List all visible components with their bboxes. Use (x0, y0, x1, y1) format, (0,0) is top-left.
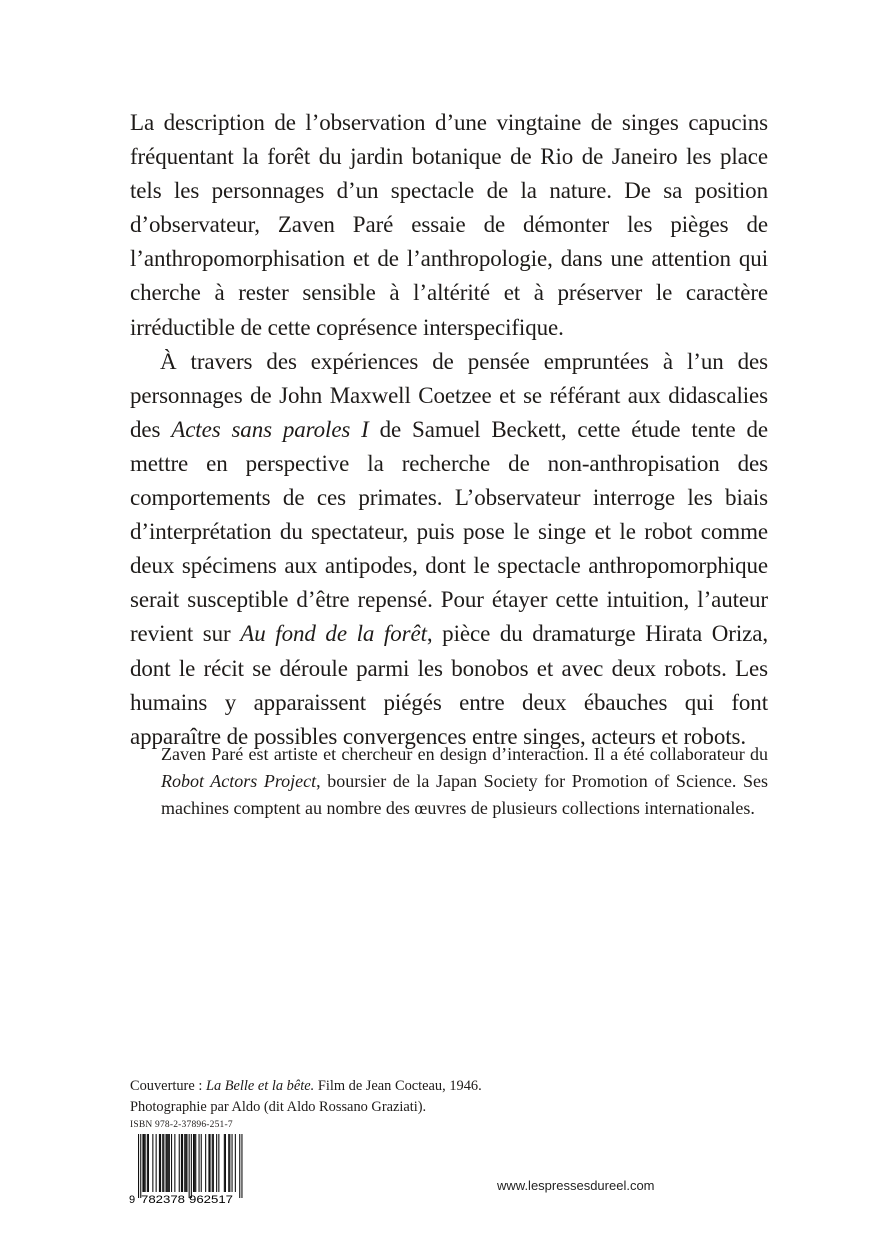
barcode-bar (194, 1134, 195, 1192)
credits-label: Couverture : (130, 1078, 206, 1094)
barcode-bar (210, 1134, 211, 1192)
barcode-bar (208, 1134, 209, 1192)
barcode-bar (167, 1134, 168, 1192)
barcode-bar (182, 1134, 183, 1192)
barcode-bar (162, 1134, 163, 1192)
barcode-bar (205, 1134, 206, 1192)
summary-paragraph-1: La description de l’observation d’une vingtaine de singes capucins fréquentant la forêt du jardin botanique de Rio de Janeiro les place tels les personnages d’un spectacle de la nature. De sa position d’observateur, Zaven Paré essaie de démonter les pièges de l’anthropomorphisation et de l’anthropologie, dans une attention qui cherche à rester sensible à l’altérité et à préserver le caractère irréductible de cette coprésence interspecifique. (130, 110, 768, 340)
barcode-bar (168, 1134, 169, 1192)
barcode-bar (212, 1134, 213, 1192)
summary-text: , pièce du dramaturge Hirata Oriza, dont le récit se déroule parmi les bonobos et avec deux robots. Les humains y apparaissent piégés entre deux ébauches qui font apparaître de possibles convergences entre singes, acteurs et robots. (130, 621, 768, 749)
barcode-bar (140, 1134, 141, 1198)
barcode-bar (218, 1134, 219, 1192)
summary-text: À travers des expériences de pensée empruntées à l’un des personnages de John Maxwell Coetzee et se référant aux didascalies des (130, 348, 768, 442)
barcode-digits-right: 962517 (189, 1194, 233, 1206)
barcode-bar (145, 1134, 146, 1192)
bio-project-title: Robot Actors Project (161, 771, 317, 792)
barcode-bar (201, 1134, 202, 1192)
summary-title-hirata: Au fond de la forêt (240, 621, 427, 647)
credits-line-2: Photographie par Aldo (dit Aldo Rossano Graziati). (130, 1099, 427, 1115)
barcode-bar (185, 1134, 186, 1192)
barcode-bar (152, 1134, 153, 1192)
barcode-bar (148, 1134, 149, 1192)
author-bio (161, 741, 768, 823)
bio-text: , boursier de la Japan Society for Promotion of Science. Ses machines comptent au nombre des œuvres de plusieurs collections internationales. (161, 771, 768, 819)
barcode-bar (179, 1134, 180, 1192)
barcode-bar (241, 1134, 242, 1198)
summary-text: de Samuel Beckett, cette étude tente de mettre en perspective la recherche de non-anthropisation des comportements de ces primates. L’observateur interroge les biais d’interprétation du spectateur, puis pose le singe et le robot comme deux spécimens aux antipodes, dont le spectacle anthropomorphique serait susceptible d’être repensé. Pour étayer cette intuition, l’auteur revient sur (130, 416, 768, 647)
barcode-bar (163, 1134, 164, 1192)
barcode-bar (147, 1134, 148, 1192)
barcode-bar (213, 1134, 214, 1192)
barcode-bar (235, 1134, 236, 1192)
barcode-bar (216, 1134, 217, 1192)
book-summary (130, 106, 768, 754)
credits-film-title: La Belle et la bête. (205, 1078, 315, 1094)
barcode-bar (199, 1134, 200, 1192)
summary-paragraph-2 (130, 345, 768, 754)
barcode-bar (142, 1134, 143, 1192)
barcode-bar (228, 1134, 229, 1192)
barcode-bar (174, 1134, 175, 1192)
barcode-bar (169, 1134, 170, 1192)
barcode-bar (191, 1134, 192, 1198)
barcode-bar (239, 1134, 240, 1198)
barcode-bar (189, 1134, 190, 1198)
bio-text: Zaven Paré est artiste et chercheur en design d’interaction. Il a été collaborateur du (161, 744, 768, 764)
barcode-bar (195, 1134, 196, 1192)
barcode-bar (186, 1134, 187, 1192)
barcode-bar (225, 1134, 226, 1192)
barcode-bar (171, 1134, 172, 1192)
barcode (128, 1134, 248, 1206)
author-bio-text (161, 741, 768, 823)
barcode-graphic (128, 1134, 248, 1206)
barcode-bar (193, 1134, 194, 1192)
barcode-bar (159, 1134, 160, 1192)
barcode-bar (184, 1134, 185, 1192)
barcode-digits-left: 782378 (141, 1194, 185, 1206)
barcode-bar (144, 1134, 145, 1192)
summary-title-beckett: Actes sans paroles I (171, 416, 369, 442)
cover-credits (130, 1076, 650, 1118)
publisher-website: www.lespressesdureel.com (497, 1178, 655, 1193)
isbn-label: ISBN 978-2-37896-251-7 (130, 1120, 233, 1130)
barcode-bar (166, 1134, 167, 1192)
barcode-digit-lead: 9 (129, 1194, 136, 1206)
barcode-bar (160, 1134, 161, 1192)
barcode-bar (232, 1134, 233, 1192)
credits-film-info: Film de Jean Cocteau, 1946. (314, 1078, 482, 1094)
barcode-bar (181, 1134, 182, 1192)
credits-line-1 (130, 1076, 650, 1097)
barcode-bar (156, 1134, 157, 1192)
barcode-bar (224, 1134, 225, 1192)
barcode-bar (138, 1134, 139, 1198)
barcode-bar (229, 1134, 230, 1192)
